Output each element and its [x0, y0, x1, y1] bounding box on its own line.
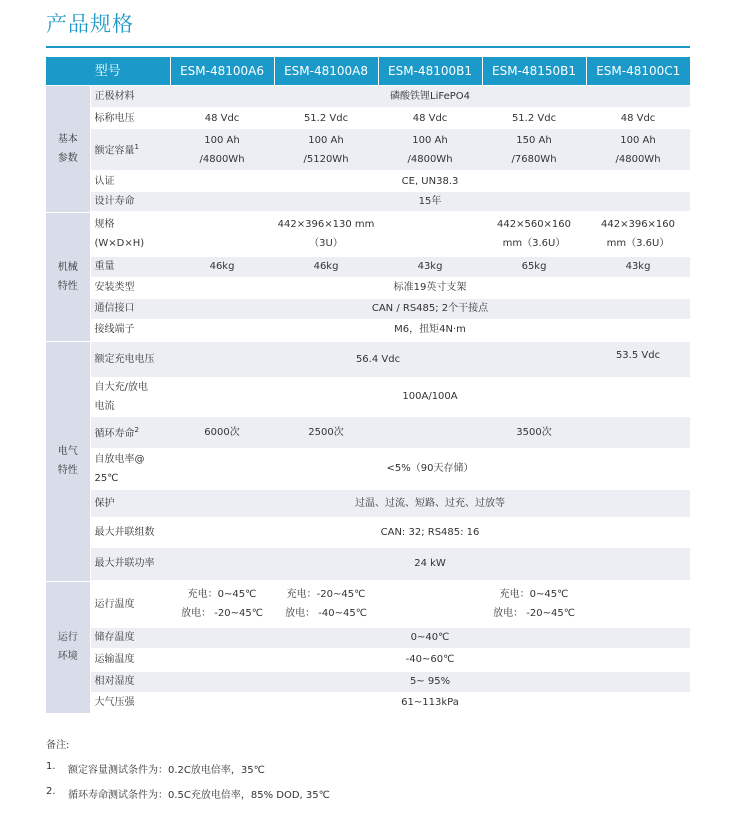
row-value: CAN: 32; RS485: 16 — [170, 517, 690, 547]
model-header-cell: ESM-48150B1 — [482, 57, 586, 86]
row-value: 0~40℃ — [170, 627, 690, 648]
row-label: 认证 — [90, 171, 170, 192]
row-label: 标称电压 — [90, 108, 170, 129]
label-text: 25℃ — [94, 472, 119, 484]
value-line: /7680Wh — [511, 153, 557, 165]
row-value: 46kg — [274, 256, 378, 277]
row-capacity — [46, 129, 690, 171]
row-cathode — [46, 86, 690, 108]
row-value: 51.2 Vdc — [274, 108, 378, 129]
row-value: CE, UN38.3 — [170, 171, 690, 192]
row-charge-voltage — [46, 341, 690, 377]
row-value — [482, 129, 586, 171]
row-value: 15年 — [170, 192, 690, 213]
row-label: 重量 — [90, 256, 170, 277]
row-value — [482, 212, 586, 256]
value-line: 100 Ah — [412, 134, 448, 146]
row-humidity — [46, 671, 690, 692]
row-value: 5~ 95% — [170, 671, 690, 692]
header-row — [46, 57, 690, 86]
value-line: 充电：0~45℃ — [499, 589, 569, 601]
row-value: 3500次 — [378, 416, 690, 448]
note-item — [46, 786, 330, 801]
row-pressure — [46, 692, 690, 713]
value-line: mm（3.6U） — [502, 238, 566, 250]
row-value — [170, 212, 482, 256]
value-line: 充电：0~45℃ — [187, 589, 257, 601]
row-mount — [46, 277, 690, 298]
row-value: 43kg — [378, 256, 482, 277]
row-value: 61~113kPa — [170, 692, 690, 713]
spec-table — [46, 57, 690, 714]
notes-title: 备注: — [46, 740, 70, 751]
value-line: /4800Wh — [199, 153, 245, 165]
label-text: 自放电率@ — [94, 453, 145, 465]
row-label: 相对湿度 — [90, 671, 170, 692]
row-terminal — [46, 319, 690, 341]
row-value — [170, 129, 274, 171]
value-line: 150 Ah — [516, 134, 552, 146]
row-label — [90, 377, 170, 416]
row-label: 安装类型 — [90, 277, 170, 298]
row-weight — [46, 256, 690, 277]
footnote-mark: 1 — [134, 143, 139, 152]
label-text: 规格 — [94, 219, 115, 231]
row-label: 正极材料 — [90, 86, 170, 108]
row-label: 储存温度 — [90, 627, 170, 648]
row-label: 额定充电电压 — [90, 341, 170, 377]
value-line: /5120Wh — [303, 153, 349, 165]
row-value: 6000次 — [170, 416, 274, 448]
value-line: 442×560×160 — [497, 219, 572, 231]
value-line: 放电： -20~45℃ — [181, 608, 263, 620]
row-label: 运行温度 — [90, 581, 170, 627]
model-header: 型号 — [46, 57, 170, 86]
value-line: （3U） — [309, 238, 343, 250]
row-protection — [46, 489, 690, 517]
group-label: 运行 — [57, 632, 78, 643]
row-self-discharge — [46, 448, 690, 489]
row-voltage — [46, 108, 690, 129]
label-text: 循环寿命 — [94, 428, 135, 440]
row-comm — [46, 298, 690, 319]
group-label: 参数 — [57, 152, 78, 164]
row-label — [90, 212, 170, 256]
row-label — [90, 416, 170, 448]
label-text: 额定容量 — [94, 145, 135, 157]
group-label: 特性 — [57, 465, 78, 476]
page-title: 产品规格 — [46, 12, 134, 36]
group-label: 机械 — [57, 261, 78, 273]
row-value: -40~60℃ — [170, 648, 690, 671]
row-value: 24 kW — [170, 547, 690, 581]
value-line: 100 Ah — [620, 134, 656, 146]
notes — [46, 736, 330, 811]
row-life — [46, 192, 690, 213]
value-line: 100 Ah — [204, 134, 240, 146]
row-label: 接线端子 — [90, 319, 170, 341]
row-parallel-groups — [46, 517, 690, 547]
row-label: 最大并联组数 — [90, 517, 170, 547]
group-label: 电气 — [57, 446, 78, 457]
row-label — [90, 448, 170, 489]
model-header-cell: ESM-48100A6 — [170, 57, 274, 86]
value-line: 442×396×130 mm — [277, 219, 375, 231]
note-number: 2. — [46, 786, 56, 797]
model-header-cell: ESM-48100C1 — [586, 57, 690, 86]
note-number: 1. — [46, 761, 56, 772]
row-value: 磷酸铁锂LiFePO4 — [170, 86, 690, 108]
label-text: 电流 — [94, 400, 115, 412]
row-value: <5%（90天存储） — [170, 448, 690, 489]
row-value: 43kg — [586, 256, 690, 277]
row-label: 运输温度 — [90, 648, 170, 671]
group-basic — [46, 86, 90, 213]
row-transport-temp — [46, 648, 690, 671]
label-text: (W×D×H) — [94, 238, 145, 250]
row-parallel-power — [46, 547, 690, 581]
row-value: 56.4 Vdc — [170, 341, 586, 377]
row-cert — [46, 171, 690, 192]
note-text: 循环寿命测试条件为：0.5C充放电倍率，85% DOD, 35℃ — [68, 790, 330, 801]
row-value — [586, 129, 690, 171]
row-label: 保护 — [90, 489, 170, 517]
value-line: 充电：-20~45℃ — [286, 589, 366, 601]
value-line: 放电： -20~45℃ — [493, 608, 575, 620]
row-op-temp — [46, 581, 690, 627]
row-value: 65kg — [482, 256, 586, 277]
row-label: 通信接口 — [90, 298, 170, 319]
note-item — [46, 761, 330, 776]
row-value: 标准19英寸支架 — [170, 277, 690, 298]
row-label: 大气压强 — [90, 692, 170, 713]
row-value: 53.5 Vdc — [586, 341, 690, 377]
model-header-cell: ESM-48100A8 — [274, 57, 378, 86]
row-value: 48 Vdc — [378, 108, 482, 129]
row-value: 2500次 — [274, 416, 378, 448]
row-value — [586, 212, 690, 256]
row-value — [274, 129, 378, 171]
row-value: M6，扭矩4N·m — [170, 319, 690, 341]
row-value — [378, 129, 482, 171]
group-label: 环境 — [57, 651, 78, 662]
label-text: 自大充/放电 — [94, 381, 148, 393]
value-line: /4800Wh — [615, 153, 661, 165]
value-line: 442×396×160 — [601, 219, 676, 231]
value-line: /4800Wh — [407, 153, 453, 165]
row-value: 48 Vdc — [170, 108, 274, 129]
row-value: 51.2 Vdc — [482, 108, 586, 129]
row-current — [46, 377, 690, 416]
row-value: CAN / RS485; 2个干接点 — [170, 298, 690, 319]
value-line: mm（3.6U） — [606, 238, 670, 250]
group-label: 特性 — [57, 280, 78, 292]
group-mechanical — [46, 212, 90, 341]
value-line: 100 Ah — [308, 134, 344, 146]
row-value: 48 Vdc — [586, 108, 690, 129]
group-label: 基本 — [57, 133, 78, 145]
row-value — [170, 581, 274, 627]
row-label — [90, 129, 170, 171]
group-environment — [46, 581, 90, 713]
row-value — [274, 581, 378, 627]
row-value: 过温、过流、短路、过充、过放等 — [170, 489, 690, 517]
note-text: 额定容量测试条件为：0.2C放电倍率，35℃ — [68, 765, 265, 776]
row-value: 46kg — [170, 256, 274, 277]
row-dimension — [46, 212, 690, 256]
footnote-mark: 2 — [134, 425, 139, 434]
row-value: 100A/100A — [170, 377, 690, 416]
model-header-cell: ESM-48100B1 — [378, 57, 482, 86]
row-storage-temp — [46, 627, 690, 648]
value-line: 放电： -40~45℃ — [285, 608, 367, 620]
group-electrical — [46, 341, 90, 581]
row-label: 最大并联功率 — [90, 547, 170, 581]
row-cycle — [46, 416, 690, 448]
row-label: 设计寿命 — [90, 192, 170, 213]
title-divider — [46, 46, 690, 48]
row-value — [378, 581, 690, 627]
